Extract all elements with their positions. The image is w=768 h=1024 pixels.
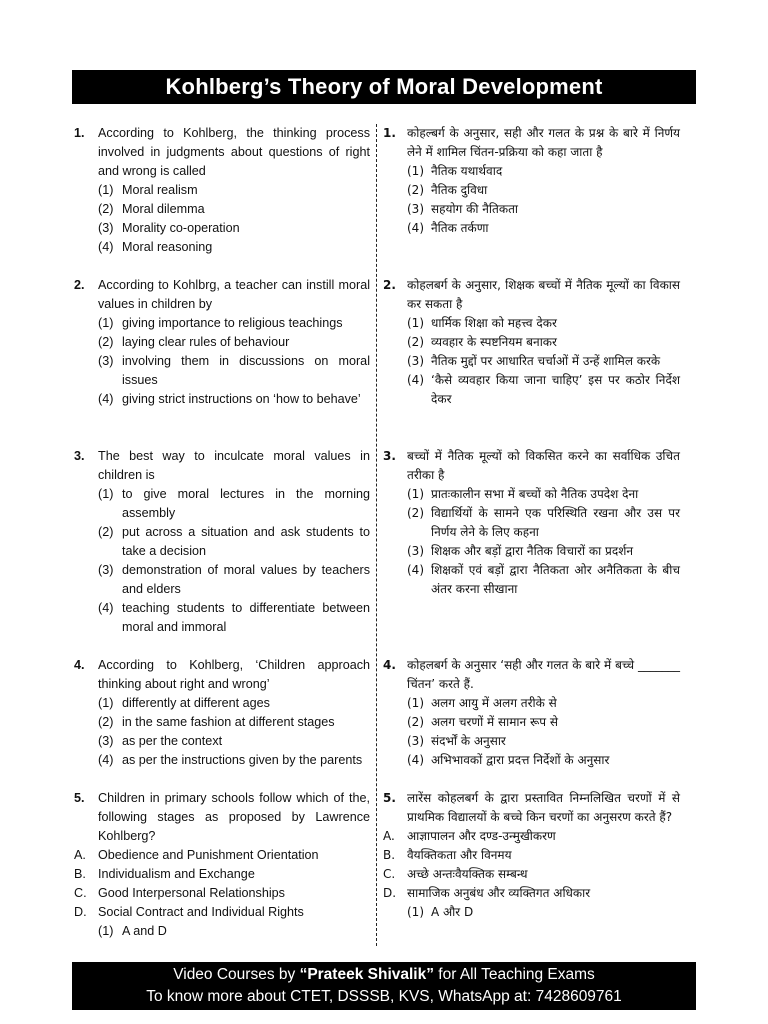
- option-number: (1): [98, 696, 114, 710]
- statement: [74, 884, 370, 903]
- question-2-hi: [383, 276, 680, 409]
- question-number: 3.: [74, 449, 85, 463]
- question-5-en: [74, 789, 370, 941]
- option-number: (2): [407, 506, 424, 520]
- option-text: differently at different ages: [122, 696, 270, 710]
- question-number: 4.: [383, 658, 396, 672]
- column-divider: [376, 124, 377, 946]
- option-number: (3): [98, 563, 114, 577]
- option-number: (3): [407, 202, 424, 216]
- question-number: 1.: [383, 126, 396, 140]
- footer-suffix: for All Teaching Exams: [433, 966, 595, 983]
- question-number: 1.: [74, 126, 85, 140]
- option: [74, 238, 370, 257]
- option-number: (2): [98, 525, 114, 539]
- option: [74, 333, 370, 352]
- option-text: demonstration of moral values by teachers and elders: [122, 563, 370, 596]
- option-number: (1): [98, 487, 114, 501]
- option-text: Moral dilemma: [122, 202, 205, 216]
- option-text: Morality co-operation: [122, 221, 240, 235]
- statement-text: वैयक्तिकता और विनमय: [407, 848, 512, 862]
- statement-text: आज्ञापालन और दण्ड-उन्मुखीकरण: [407, 829, 556, 843]
- option: [383, 314, 680, 333]
- option-number: (3): [98, 734, 114, 748]
- statement: [383, 865, 680, 884]
- option-text: संदर्भों के अनुसार: [431, 734, 506, 748]
- statement: [383, 827, 680, 846]
- question-text: Children in primary schools follow which of the, following stages as proposed by Lawrence Kohlberg?: [98, 791, 370, 843]
- option-text: अभिभावकों द्वारा प्रदत्त निर्देशों के अनुसार: [431, 753, 610, 767]
- option-text: शिक्षक और बड़ों द्वारा नैतिक विचारों का प्रदर्शन: [431, 544, 634, 558]
- option-text: Moral reasoning: [122, 240, 213, 254]
- question-5-hi: [383, 789, 680, 922]
- option: [74, 751, 370, 770]
- option-number: (1): [407, 696, 424, 710]
- question-text: According to Kohlbrg, a teacher can instill moral values in children by: [98, 278, 370, 311]
- statement-text: Individualism and Exchange: [98, 867, 255, 881]
- question-text: According to Kohlberg, ‘Children approach thinking about right and wrong’: [98, 658, 370, 691]
- question-text: लारेंस कोहलबर्ग के द्वारा प्रस्तावित निम्नलिखित चरणों में से प्राथमिक विद्यालयों के बच्चे किन चरणों का अनुसरण करते हैं?: [407, 791, 680, 824]
- option-text: giving importance to religious teachings: [122, 316, 343, 330]
- option-text: giving strict instructions on ‘how to behave’: [122, 392, 361, 406]
- question-2-en: [74, 276, 370, 409]
- statement-letter: B.: [383, 848, 396, 862]
- title-banner: [72, 70, 696, 104]
- option-text: नैतिक यथार्थवाद: [431, 164, 503, 178]
- option: [383, 219, 680, 238]
- question-number: 2.: [383, 278, 396, 292]
- option-text: नैतिक मुद्दों पर आधारित चर्चाओं में उन्हें शामिल करके: [431, 354, 661, 368]
- option: [383, 162, 680, 181]
- statement-text: Social Contract and Individual Rights: [98, 905, 304, 919]
- option: [383, 542, 680, 561]
- option-number: (2): [407, 183, 424, 197]
- option: [74, 352, 370, 390]
- option-text: laying clear rules of behaviour: [122, 335, 290, 349]
- option-number: (1): [98, 316, 114, 330]
- option-text: नैतिक तर्कणा: [431, 221, 489, 235]
- option-number: (4): [98, 601, 114, 615]
- question-3-hi: [383, 447, 680, 599]
- question-text: The best way to inculcate moral values in children is: [98, 449, 370, 482]
- question-number: 5.: [74, 791, 85, 805]
- option-text: अलग चरणों में सामान रूप से: [431, 715, 559, 729]
- option-text: धार्मिक शिक्षा को महत्त्व देकर: [431, 316, 557, 330]
- option: [383, 181, 680, 200]
- option-number: (4): [407, 563, 424, 577]
- statement-text: अच्छे अन्तःवैयक्तिक सम्बन्ध: [407, 867, 528, 881]
- option-text: A and D: [122, 924, 167, 938]
- option-number: (4): [98, 753, 114, 767]
- option-text: नैतिक दुविधा: [431, 183, 488, 197]
- option-number: (1): [98, 924, 114, 938]
- option: [74, 485, 370, 523]
- option-text: व्यवहार के स्पष्टनियम बनाकर: [431, 335, 557, 349]
- option-number: (4): [407, 221, 424, 235]
- option-number: (3): [407, 734, 424, 748]
- option: [74, 390, 370, 409]
- footer-banner: [72, 962, 696, 1010]
- option: [383, 200, 680, 219]
- option-text: सहयोग की नैतिकता: [431, 202, 519, 216]
- option: [74, 713, 370, 732]
- question-number: 2.: [74, 278, 85, 292]
- option-number: (1): [407, 487, 424, 501]
- question-number: 3.: [383, 449, 396, 463]
- option-number: (2): [407, 715, 424, 729]
- option: [383, 732, 680, 751]
- option: [74, 200, 370, 219]
- option-number: (4): [407, 373, 424, 387]
- option-number: (3): [407, 354, 424, 368]
- option-text: teaching students to differentiate between moral and immoral: [122, 601, 370, 634]
- option-text: अलग आयु में अलग तरीके से: [431, 696, 557, 710]
- statement-text: सामाजिक अनुबंध और व्यक्तिगत अधिकार: [407, 886, 591, 900]
- option-number: (4): [98, 392, 114, 406]
- option: [383, 333, 680, 352]
- statement: [383, 846, 680, 865]
- option-text: as per the instructions given by the parents: [122, 753, 363, 767]
- statement: [383, 884, 680, 903]
- statement-letter: C.: [74, 886, 87, 900]
- statement: [74, 865, 370, 884]
- option-text: प्रातःकालीन सभा में बच्चों को नैतिक उपदेश देना: [431, 487, 639, 501]
- option: [383, 371, 680, 409]
- statement: [74, 846, 370, 865]
- statement-letter: D.: [74, 905, 87, 919]
- question-1-en: [74, 124, 370, 257]
- option: [74, 314, 370, 333]
- question-text: कोहलबर्ग के अनुसार, शिक्षक बच्चों में नैतिक मूल्यों का विकास कर सकता है: [407, 278, 680, 311]
- option-number: (1): [98, 183, 114, 197]
- option: [383, 713, 680, 732]
- question-number: 4.: [74, 658, 85, 672]
- footer-prefix: Video Courses by: [173, 966, 300, 983]
- option: [383, 352, 680, 371]
- question-text: कोहल्बर्ग के अनुसार, सही और गलत के प्रश्न के बारे में निर्णय लेने में शामिल चिंतन-प्रक्रिया को कहा जाता है: [407, 126, 680, 159]
- option-text: ‘कैसे व्यवहार किया जाना चाहिए’ इस पर कठोर निर्देश देकर: [431, 373, 680, 406]
- option-number: (4): [407, 753, 424, 767]
- option-number: (1): [407, 164, 424, 178]
- option-text: A और D: [431, 905, 474, 919]
- option: [383, 561, 680, 599]
- statement-text: Obedience and Punishment Orientation: [98, 848, 319, 862]
- option: [383, 694, 680, 713]
- option-number: (4): [98, 240, 114, 254]
- question-text: According to Kohlberg, the thinking process involved in judgments about questions of right and wrong is called: [98, 126, 370, 178]
- option: [74, 523, 370, 561]
- statement: [74, 903, 370, 922]
- option: [74, 694, 370, 713]
- statement-letter: A.: [383, 829, 395, 843]
- statement-letter: D.: [383, 886, 397, 900]
- question-4-hi: [383, 656, 680, 770]
- option: [383, 903, 680, 922]
- option: [383, 751, 680, 770]
- option-number: (2): [98, 202, 114, 216]
- option: [74, 599, 370, 637]
- option: [74, 219, 370, 238]
- option: [74, 561, 370, 599]
- question-3-en: [74, 447, 370, 637]
- question-text: बच्चों में नैतिक मूल्यों को विकसित करने का सर्वाधिक उचित तरीका है: [407, 449, 680, 482]
- question-number: 5.: [383, 791, 396, 805]
- option: [74, 732, 370, 751]
- footer-line-1: [72, 964, 696, 986]
- statement-letter: B.: [74, 867, 86, 881]
- option-number: (2): [407, 335, 424, 349]
- question-4-en: [74, 656, 370, 770]
- option-text: विद्यार्थियों के सामने एक परिस्थिति रखना और उस पर निर्णय लेने के लिए कहना: [431, 506, 680, 539]
- option-text: Moral realism: [122, 183, 198, 197]
- option: [74, 181, 370, 200]
- option-number: (1): [407, 316, 424, 330]
- statement-letter: C.: [383, 867, 396, 881]
- footer-line-2: To know more about CTET, DSSSB, KVS, WhatsApp at: 7428609761: [146, 988, 622, 1005]
- option-number: (2): [98, 335, 114, 349]
- statement-text: Good Interpersonal Relationships: [98, 886, 285, 900]
- option-number: (3): [407, 544, 424, 558]
- statement-letter: A.: [74, 848, 86, 862]
- option-number: (2): [98, 715, 114, 729]
- question-text: कोहलबर्ग के अनुसार ‘सही और गलत के बारे में बच्चे _______ चिंतन’ करते हैं.: [407, 658, 680, 691]
- option-text: शिक्षकों एवं बड़ों द्वारा नैतिकता ओर अनैतिकता के बीच अंतर करना सीखाना: [431, 563, 680, 596]
- option: [74, 922, 370, 941]
- option-text: in the same fashion at different stages: [122, 715, 335, 729]
- option-text: to give moral lectures in the morning assembly: [122, 487, 370, 520]
- option: [383, 485, 680, 504]
- option-number: (3): [98, 354, 114, 368]
- footer-author: “Prateek Shivalik”: [299, 966, 434, 983]
- option-text: put across a situation and ask students to take a decision: [122, 525, 370, 558]
- option: [383, 504, 680, 542]
- option-number: (3): [98, 221, 114, 235]
- option-text: involving them in discussions on moral issues: [122, 354, 370, 387]
- question-1-hi: [383, 124, 680, 238]
- page-title: Kohlberg’s Theory of Moral Development: [165, 74, 603, 99]
- option-number: (1): [407, 905, 424, 919]
- option-text: as per the context: [122, 734, 223, 748]
